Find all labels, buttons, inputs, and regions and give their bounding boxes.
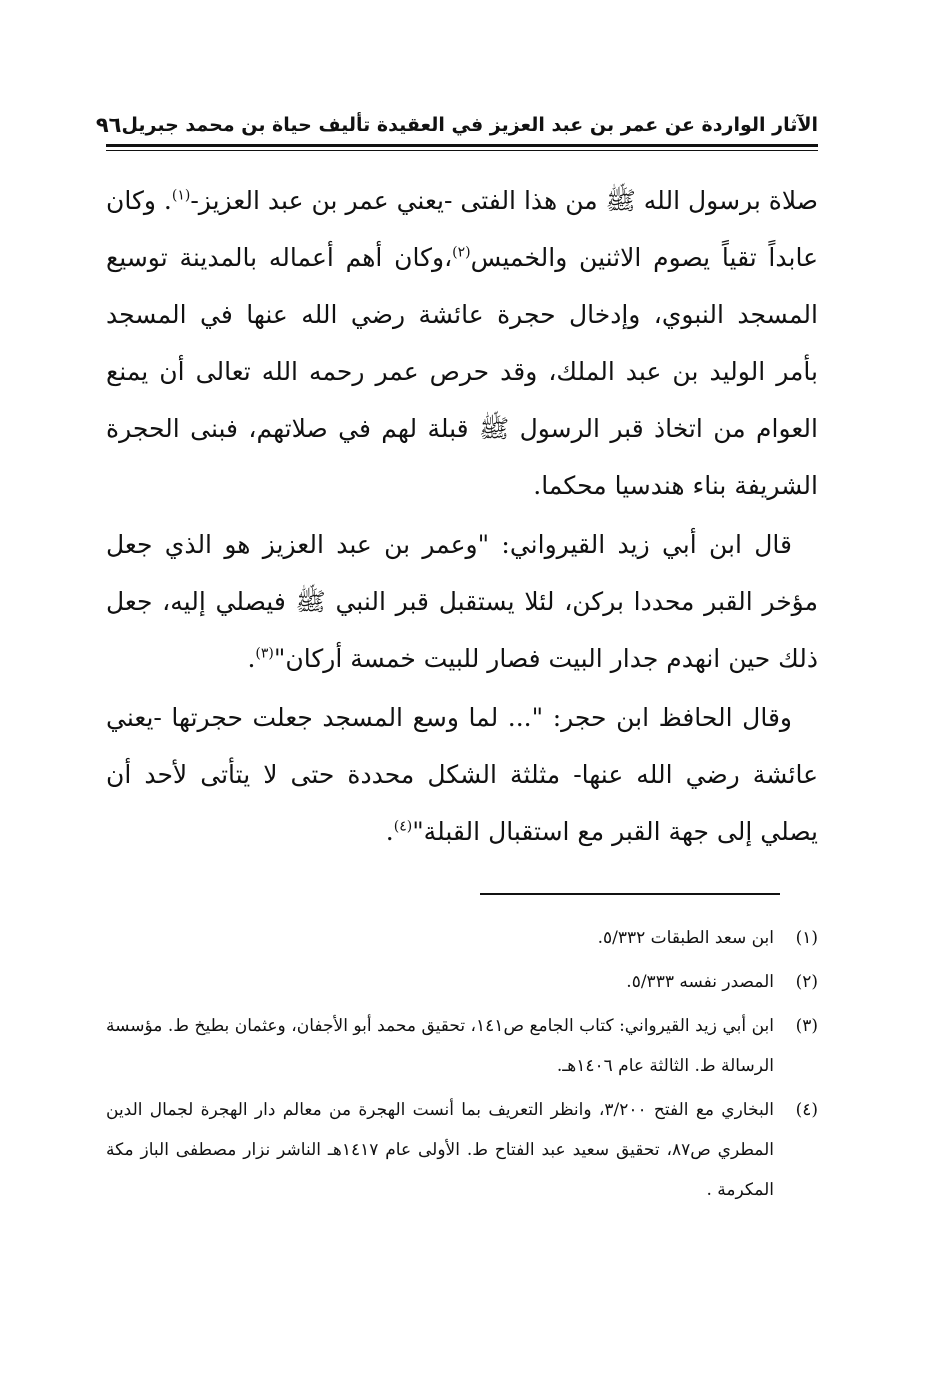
footnote-ref: (١) [171,187,191,204]
text-segment: ،وكان أهم أعماله بالمدينة توسيع المسجد النبوي، وإدخال حجرة عائشة رضي الله عنها في المسجد بأمر الوليد بن عبد الملك، وقد حرص عمر رحمه الله تعالى أن يمنع العوام من اتخاذ قبر الرسول ﷺ قبلة لهم في صلاتهم، فبنى الحجرة الشريفة بناء هندسيا محكما. [106,243,818,500]
text-segment: قال ابن أبي زيد القيرواني: "وعمر بن عبد العزيز هو الذي جعل مؤخر القبر محددا بركن، لئلا يستقبل قبر النبي ﷺ فيصلي إليه، جعل ذلك حين انهدم جدار البيت فصار للبيت خمسة أركان" [106,530,818,673]
footnote-number: (٣) [795,1016,818,1036]
footnote-number: (٢) [795,972,818,992]
text-segment: . وكان عابداً تقياً يصوم الاثنين والخميس [106,186,818,272]
header-title: الآثار الواردة عن عمر بن عبد العزيز في العقيدة تأليف حياة بن محمد جبريل [121,114,818,136]
footnote-ref: (٣) [255,645,274,662]
text-segment: وقال الحافظ ابن حجر: "... لما وسع المسجد جعلت حجرتها -يعني عائشة رضي الله عنها- مثلثة الشكل محددة حتى لا يتأتى لأحد أن يصلي إلى جهة القبر مع استقبال القبلة" [106,703,818,846]
footnote-text: ابن أبي زيد القيرواني: كتاب الجامع ص١٤١، تحقيق محمد أبو الأجفان، وعثمان بطيخ ط. مؤسسة الرسالة ط. الثالثة عام ١٤٠٦هـ. [106,1016,774,1076]
footnote-text: البخاري مع الفتح ٣/٢٠٠، وانظر التعريف بما أنست الهجرة من معالم دار الهجرة لجمال الدين المطري ص٨٧، تحقيق سعيد عبد الفتاح ط. الأولى عام ١٤١٧هـ الناشر نزار مصطفى الباز مكة المكرمة . [106,1100,774,1200]
text-segment: صلاة برسول الله ﷺ من هذا الفتى -يعني عمر بن عبد العزيز- [190,186,818,215]
footnote-text: المصدر نفسه ٥/٣٣٣. [626,972,774,992]
footnote-text: ابن سعد الطبقات ٥/٣٣٢. [597,928,774,948]
paragraph-1 [106,172,818,514]
paragraph-3 [106,689,818,860]
running-header [95,108,818,142]
header-rule [106,144,818,147]
footnote-3 [106,1006,818,1086]
text-segment: . [385,817,394,846]
footnote-separator [480,893,780,895]
footnote-number: (٤) [795,1100,818,1120]
body-text [106,172,818,860]
footnotes [106,918,818,1214]
footnote-number: (١) [795,928,818,948]
paragraph-2 [106,516,818,687]
text-segment: . [247,644,256,673]
footnote-4 [106,1090,818,1210]
footnote-ref: (٤) [393,818,413,835]
footnote-2 [106,962,818,1002]
header-rule-thin [106,150,818,151]
footnote-ref: (٢) [452,244,471,261]
footnote-1 [106,918,818,958]
page-number: ٩٦ [95,113,122,137]
